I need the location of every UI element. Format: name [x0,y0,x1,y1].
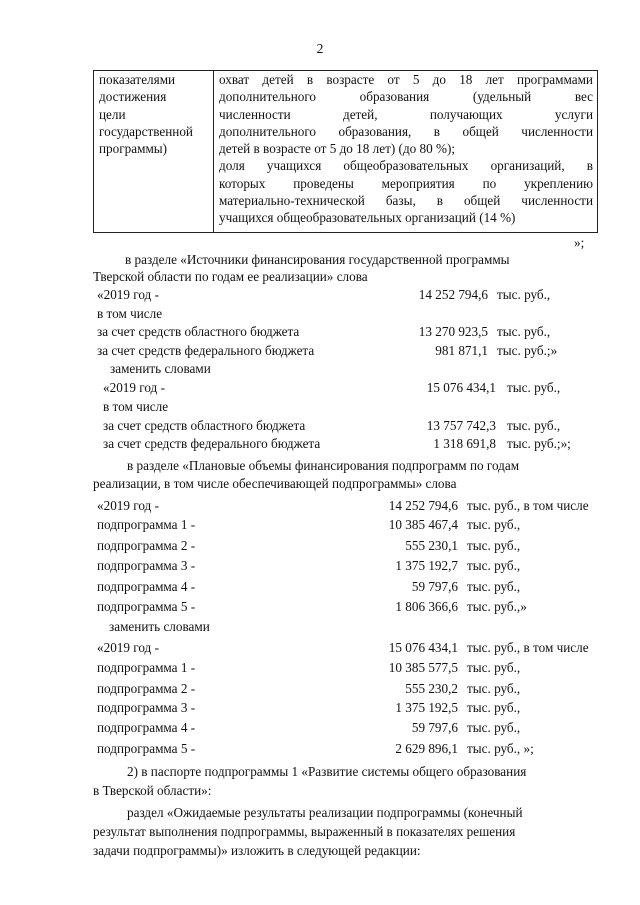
row-value: 14 252 794,6 [418,287,488,302]
row-unit: тыс. руб.,» [467,599,527,614]
row-label: подпрограмма 1 - [97,517,196,532]
row-value: 10 385 467,4 [388,517,458,532]
cell-line: учащихся общеобразовательных организаций (14 %) [219,210,516,226]
paragraph-line: в Тверской области»: [93,783,212,798]
paragraph-line: реализации, в том числе обеспечивающей подпрограммы» слова [93,476,457,491]
row-label: за счет средств областного бюджета [97,324,300,339]
cell-line: дополнительного образования, в общей численности [219,123,593,139]
row-value: 13 757 742,3 [426,418,496,433]
row-label: за счет средств федерального бюджета [97,343,315,358]
cell-line: государственной [99,123,193,139]
row-label: «2019 год - [97,640,159,655]
row-label: в том числе [103,399,169,414]
row-value: 981 871,1 [435,343,488,358]
replace-phrase: заменить словами [109,619,210,634]
table-cell-label [94,71,214,233]
cell-line: программы) [99,141,168,157]
row-value: 15 076 434,1 [426,380,496,395]
row-label: за счет средств федерального бюджета [103,436,321,451]
row-value: 555 230,1 [405,538,458,553]
paragraph-line: результат выполнения подпрограммы, выраженный в показателях решения [93,824,516,839]
row-value: 2 629 896,1 [395,741,458,756]
row-unit: тыс. руб., [507,418,561,433]
paragraph-line: 2) в паспорте подпрограммы 1 «Развитие системы общего образования [127,764,527,779]
row-unit: тыс. руб., [467,700,521,715]
row-value: 555 230,2 [405,681,458,696]
cell-line: которых проведены мероприятия по укреплению [219,175,593,191]
table-cell-content [214,71,598,233]
table-row [94,71,598,233]
paragraph-line: раздел «Ожидаемые результаты реализации подпрограммы (конечный [127,805,523,820]
row-unit: тыс. руб., [467,579,521,594]
row-label: «2019 год - [97,498,159,513]
paragraph-line: задачи подпрограммы)» изложить в следующей редакции: [93,843,421,858]
row-value: 59 797,6 [411,720,458,735]
row-value: 1 806 366,6 [395,599,458,614]
row-value: 10 385 577,5 [388,660,458,675]
paragraph-line: в разделе «Источники финансирования государственной программы [125,252,510,267]
row-unit: тыс. руб., [467,660,521,675]
row-label: «2019 год - [103,380,165,395]
row-value: 59 797,6 [411,579,458,594]
closing-quote: »; [574,235,585,250]
indicators-table [93,70,598,233]
row-unit: тыс. руб., [507,380,561,395]
row-value: 14 252 794,6 [388,498,458,513]
row-unit: тыс. руб., [467,538,521,553]
row-label: в том числе [97,306,163,321]
row-unit: тыс. руб., в том числе [467,640,589,655]
row-label: подпрограмма 4 - [97,579,196,594]
row-unit: тыс. руб., [467,681,521,696]
paragraph-line: Тверской области по годам ее реализации» слова [93,269,368,284]
row-unit: тыс. руб., в том числе [467,498,589,513]
row-unit: тыс. руб., [467,720,521,735]
paragraph-line: в разделе «Плановые объемы финансирования подпрограмм по годам [127,458,520,473]
row-unit: тыс. руб., [467,558,521,573]
cell-line: цели [99,106,126,122]
cell-line: доля учащихся общеобразовательных организаций, в [219,158,593,174]
row-label: подпрограмма 4 - [97,720,196,735]
cell-line: охват детей в возрасте от 5 до 18 лет программами [219,72,593,87]
row-value: 1 318 691,8 [433,436,496,451]
row-unit: тыс. руб., [467,517,521,532]
row-label: подпрограмма 2 - [97,538,196,553]
row-label: подпрограмма 2 - [97,681,196,696]
page-number: 2 [316,41,324,56]
row-unit: тыс. руб., [497,287,551,302]
cell-line: дополнительного образования (удельный вес [219,89,593,105]
row-unit: тыс. руб.;» [497,343,558,358]
row-unit: тыс. руб., »; [467,741,534,756]
replace-phrase: заменить словами [110,361,211,376]
row-label: подпрограмма 3 - [97,558,196,573]
row-unit: тыс. руб., [497,324,551,339]
cell-line: материально-технической базы, в общей численности [219,193,593,209]
row-label: подпрограмма 3 - [97,700,196,715]
row-unit: тыс. руб.;»; [507,436,571,451]
row-label: подпрограмма 5 - [97,599,196,614]
row-value: 1 375 192,5 [395,700,458,715]
row-value: 1 375 192,7 [395,558,458,573]
cell-line: показателями [99,72,176,87]
cell-line: численности детей, получающих услуги [219,106,593,122]
row-label: подпрограмма 1 - [97,660,196,675]
cell-line: детей в возрасте от 5 до 18 лет) (до 80 %); [219,141,456,157]
row-label: подпрограмма 5 - [97,741,196,756]
row-value: 13 270 923,5 [418,324,488,339]
row-label: за счет средств областного бюджета [103,418,306,433]
row-value: 15 076 434,1 [388,640,458,655]
cell-line: достижения [99,89,167,105]
row-label: «2019 год - [97,287,159,302]
